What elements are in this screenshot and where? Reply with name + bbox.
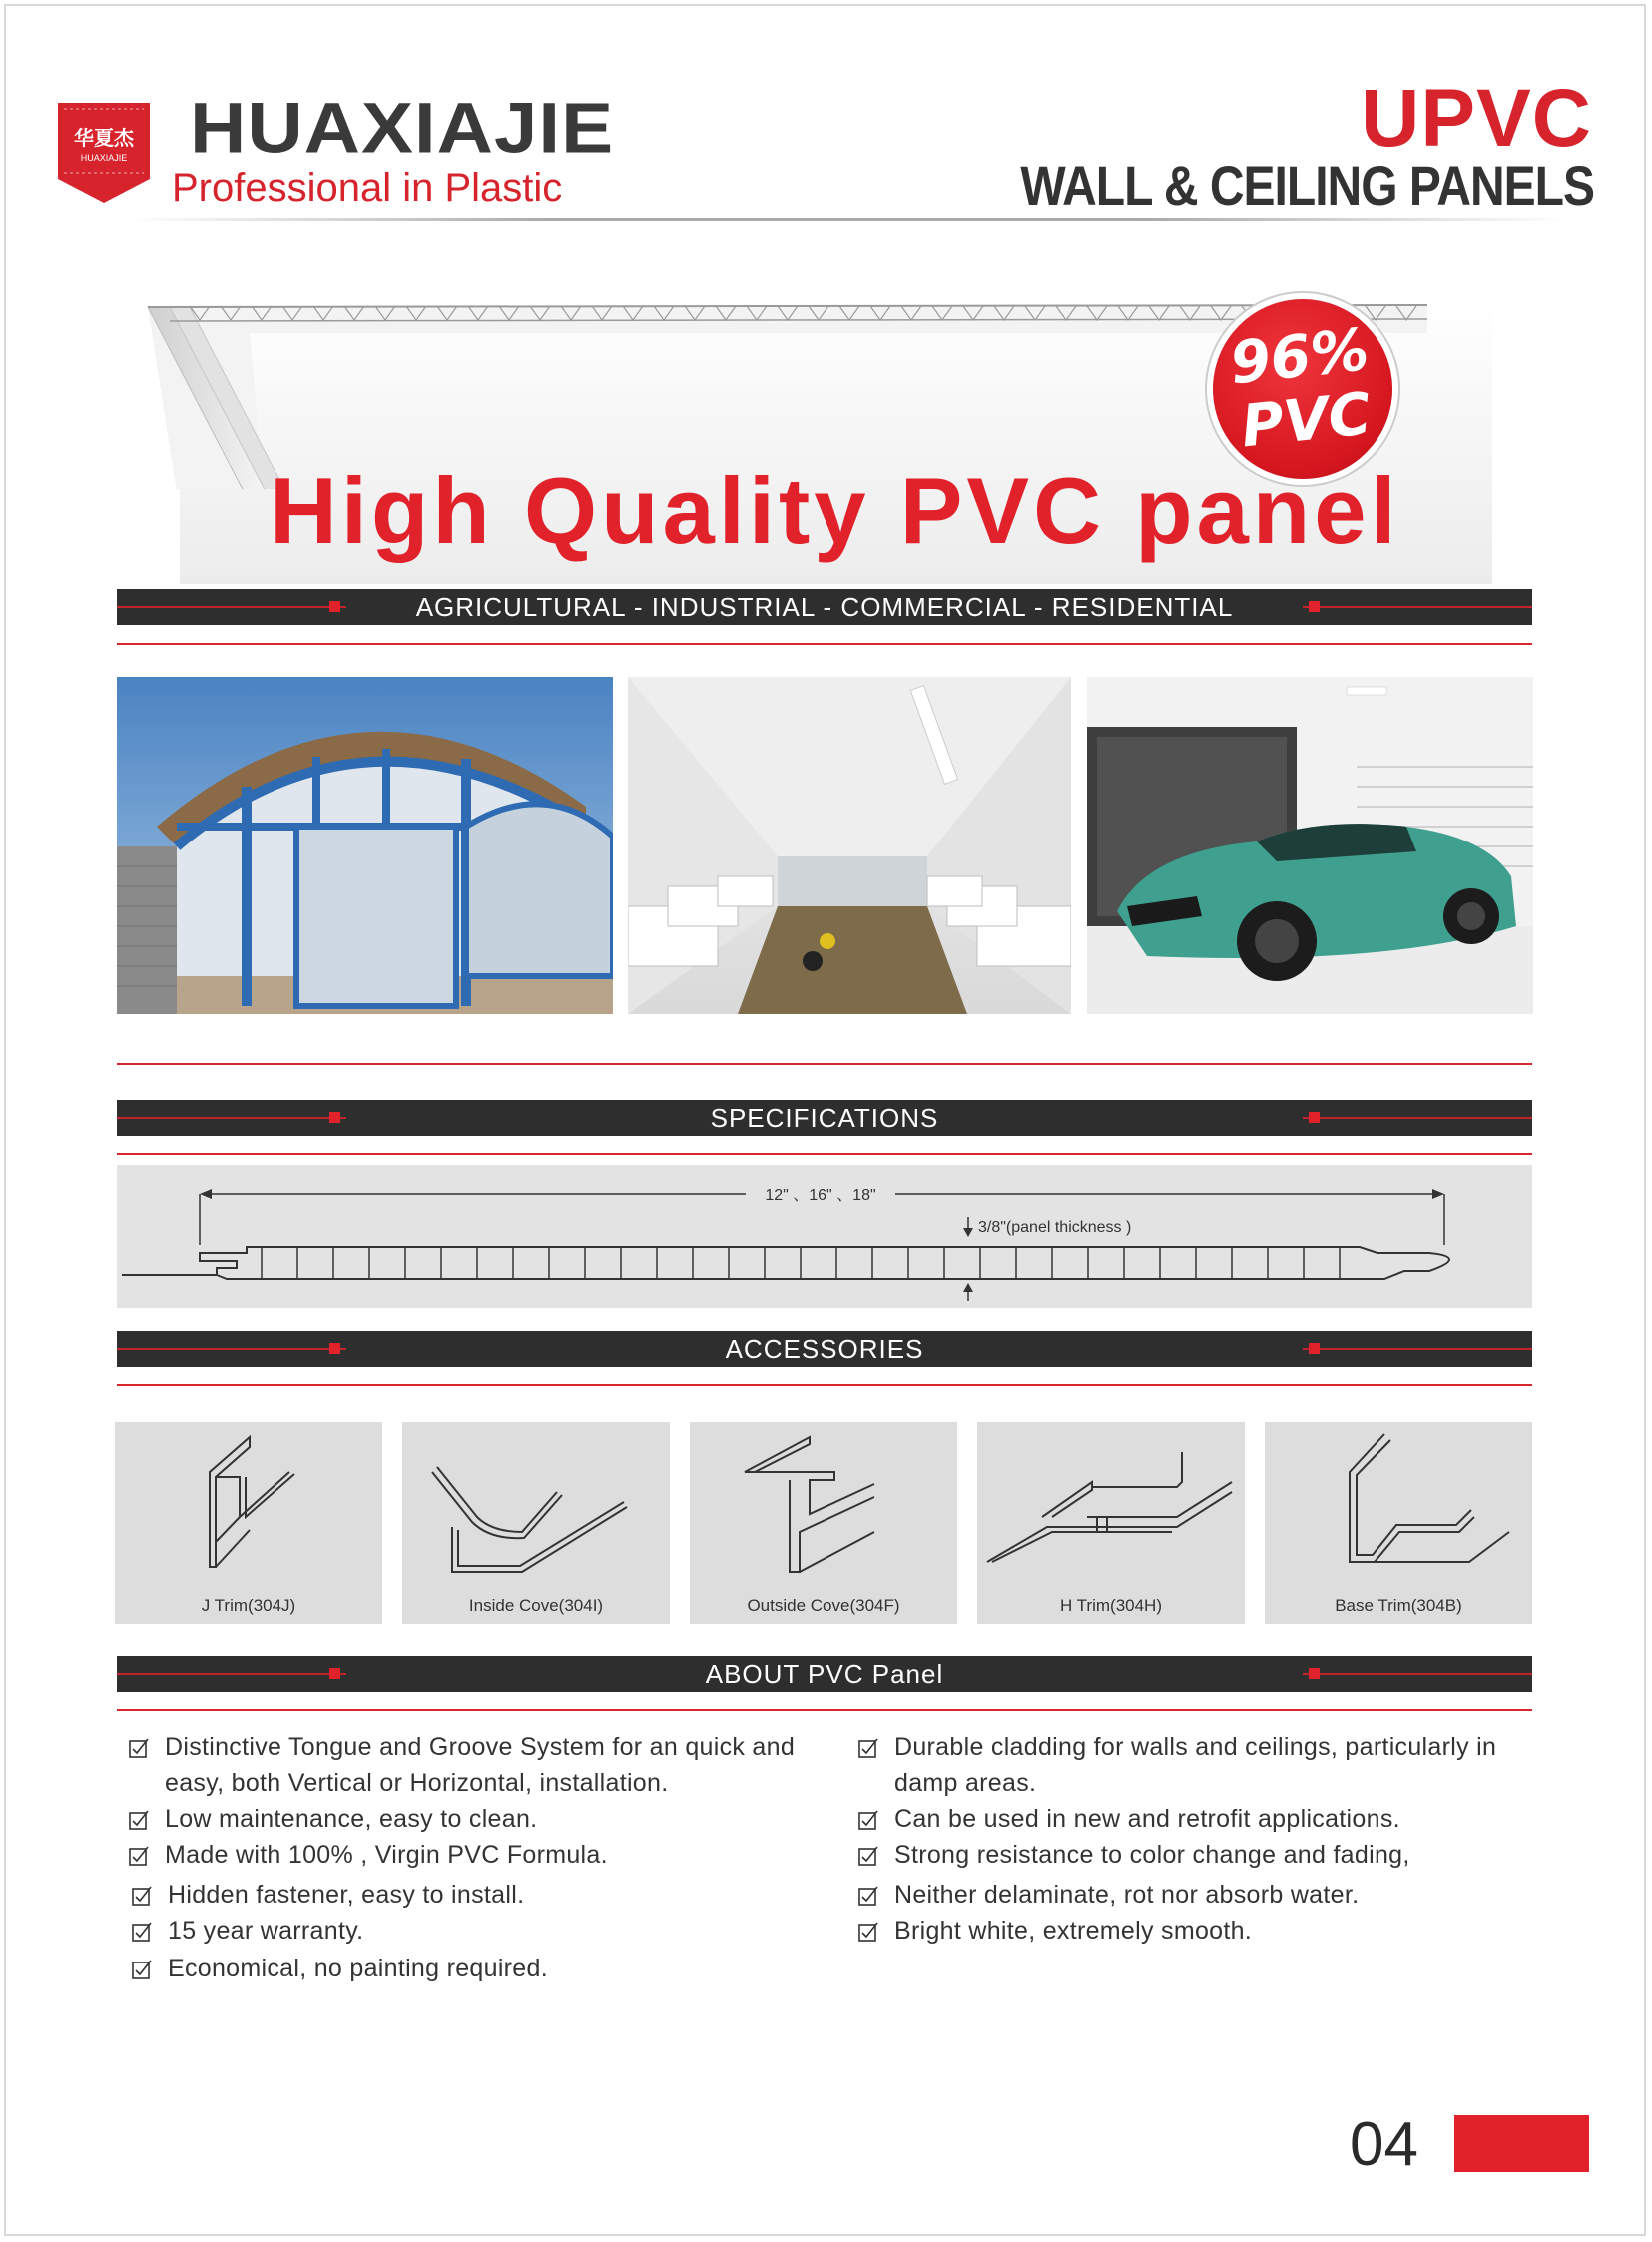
- panel-profile-shape: [122, 1247, 1449, 1279]
- header-divider: [130, 218, 1567, 221]
- red-divider: [117, 1063, 1532, 1065]
- base-trim-profile-icon: [1265, 1422, 1532, 1624]
- panel-thickness-label: 3/8"(panel thickness ): [978, 1219, 1132, 1236]
- checkbox-icon: [132, 1922, 152, 1942]
- h-trim-profile-icon: [977, 1422, 1245, 1624]
- feature-text: Durable cladding for walls and ceilings, particularly in: [894, 1733, 1497, 1761]
- accessory-caption: Inside Cove(304I): [468, 1596, 604, 1615]
- panel-profile-diagram: [117, 1165, 1532, 1308]
- checkbox-icon: [858, 1922, 878, 1942]
- feature-text: Made with 100% , Virgin PVC Formula.: [165, 1841, 608, 1869]
- badge-percentage: 96%: [1226, 315, 1373, 398]
- accessory-j-trim: [115, 1422, 382, 1624]
- feature-text: Neither delaminate, rot nor absorb water.: [894, 1881, 1360, 1909]
- accessory-outside-cove: [690, 1422, 957, 1624]
- footer-accent-block: [1454, 2115, 1589, 2172]
- j-trim-profile-icon: [115, 1422, 382, 1624]
- checkbox-icon: [129, 1738, 149, 1758]
- checkbox-icon: [129, 1846, 149, 1866]
- accessory-caption: Base Trim(304B): [1335, 1596, 1462, 1615]
- checkbox-icon: [858, 1810, 878, 1830]
- feature-item: [894, 1913, 1252, 1949]
- feature-text: Can be used in new and retrofit applications.: [894, 1805, 1400, 1833]
- accessory-caption: Outside Cove(304F): [747, 1596, 900, 1615]
- feature-item: [894, 1877, 1359, 1913]
- badge-material: PVC: [1238, 379, 1375, 461]
- logo-small-text: HUAXIAJIE: [80, 153, 128, 163]
- about-label: ABOUT PVC Panel: [705, 1659, 944, 1689]
- feature-item: [894, 1837, 1410, 1873]
- accessories-bar: [117, 1331, 1532, 1367]
- feature-item: [168, 1877, 524, 1913]
- feature-text: Hidden fastener, easy to install.: [168, 1881, 525, 1909]
- feature-text: Low maintenance, easy to clean.: [165, 1805, 538, 1833]
- accessories-label: ACCESSORIES: [725, 1334, 924, 1364]
- specifications-bar: [117, 1100, 1532, 1136]
- brand-name: HUAXIAJIE: [190, 87, 615, 169]
- accessory-h-trim: [977, 1422, 1245, 1624]
- checkbox-icon: [132, 1960, 152, 1979]
- photo-barn-interior: [628, 677, 1071, 1014]
- feature-text: Distinctive Tongue and Groove System for an quick and: [165, 1733, 796, 1761]
- feature-text: Economical, no painting required.: [168, 1955, 548, 1982]
- applications-bar: [117, 589, 1532, 625]
- about-bar: [117, 1656, 1532, 1692]
- accessory-caption: H Trim(304H): [1059, 1596, 1162, 1615]
- photo-arched-building: [117, 677, 613, 1014]
- logo-chinese-text: 华夏杰: [74, 126, 134, 150]
- arrow-left-icon: [200, 1189, 212, 1199]
- specifications-label: SPECIFICATIONS: [710, 1103, 939, 1133]
- thickness-arrow-up-icon: [963, 1283, 973, 1292]
- checkbox-icon: [858, 1738, 878, 1758]
- applications-label: AGRICULTURAL - INDUSTRIAL - COMMERCIAL - RESIDENTIAL: [415, 592, 1234, 622]
- feature-item: [165, 1837, 608, 1873]
- checkbox-icon: [858, 1846, 878, 1866]
- thickness-arrow-down-icon: [963, 1228, 973, 1237]
- feature-item: [165, 1729, 795, 1801]
- checkbox-icon: [132, 1886, 152, 1906]
- checkbox-icon: [858, 1886, 878, 1906]
- feature-text-continued: damp areas.: [894, 1769, 1037, 1797]
- photo-car-garage: [1087, 677, 1533, 1014]
- accessory-inside-cove: [402, 1422, 670, 1624]
- feature-text: Bright white, extremely smooth.: [894, 1917, 1253, 1945]
- inside-cove-profile-icon: [402, 1422, 670, 1624]
- feature-text: 15 year warranty.: [168, 1917, 364, 1945]
- feature-item: [168, 1951, 548, 1986]
- page-number: 04: [1350, 2110, 1418, 2179]
- feature-item: [165, 1801, 537, 1837]
- feature-text-continued: easy, both Vertical or Horizontal, installation.: [165, 1769, 669, 1797]
- accessory-base-trim: [1265, 1422, 1532, 1624]
- brand-logo: [58, 103, 150, 203]
- red-divider: [117, 1709, 1532, 1711]
- hero-headline: High Quality PVC panel: [270, 458, 1400, 563]
- red-divider: [117, 643, 1532, 645]
- outside-cove-profile-icon: [690, 1422, 957, 1624]
- feature-item: [168, 1913, 363, 1949]
- title-upvc: UPVC: [1361, 73, 1592, 164]
- feature-item: [894, 1729, 1496, 1801]
- arrow-right-icon: [1432, 1189, 1444, 1199]
- panel-widths-label: 12" 、16" 、18": [765, 1187, 876, 1204]
- feature-text: Strong resistance to color change and fading,: [894, 1841, 1410, 1869]
- checkbox-icon: [129, 1810, 149, 1830]
- title-wall-ceiling-panels: WALL & CEILING PANELS: [1020, 156, 1594, 218]
- brand-tagline: Professional in Plastic: [172, 166, 563, 210]
- feature-item: [894, 1801, 1400, 1837]
- red-divider: [117, 1384, 1532, 1386]
- red-divider: [117, 1153, 1532, 1155]
- accessory-caption: J Trim(304J): [201, 1596, 296, 1615]
